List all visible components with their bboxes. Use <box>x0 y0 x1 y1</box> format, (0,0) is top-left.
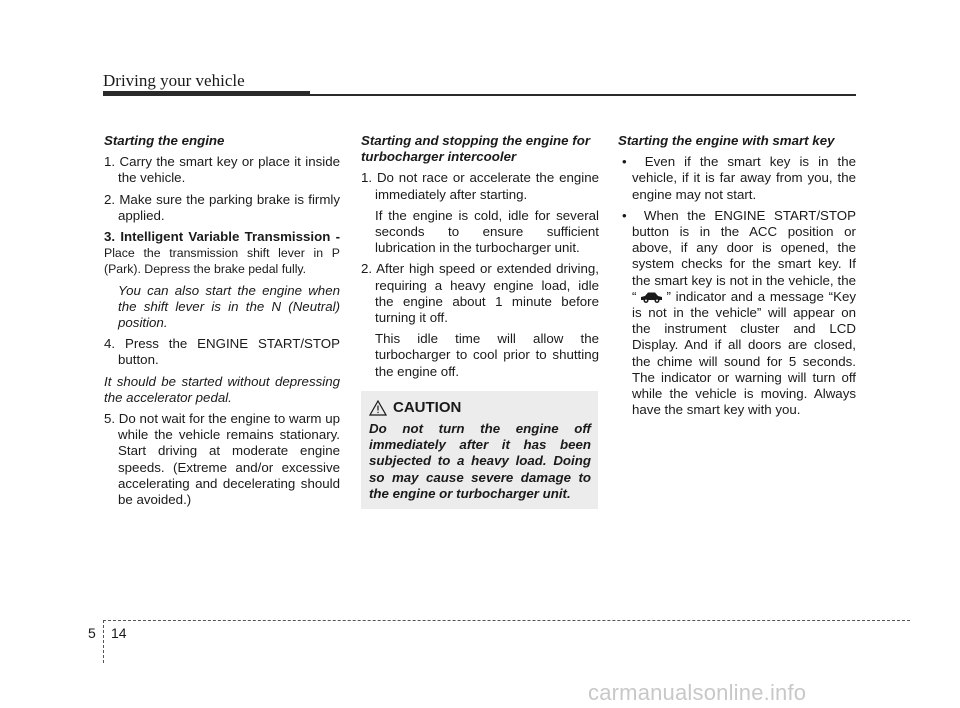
warning-triangle-icon <box>369 400 387 416</box>
heading-turbocharger: Starting and stopping the engine for turbocharger intercooler <box>361 133 590 165</box>
caution-text: Do not turn the engine off immediately after it has been subjected to a heavy load. Doing so may cause severe damage to the engine or turbocharger unit. <box>369 421 591 501</box>
bullet-smart-key-far: • Even if the smart key is in the vehicle, if it is far away from you, the engine may not start. <box>622 154 857 202</box>
turbo-step-1: 1. Do not race or accelerate the engine immediately after starting. <box>361 170 599 202</box>
step-5: 5. Do not wait for the engine to warm up while the vehicle remains stationary. Start driving at moderate engine speeds. (Extreme and/or excessive accelerating and decelerating should be avoided.) <box>104 411 340 508</box>
section-title: Driving your vehicle <box>103 71 245 90</box>
footer-dashed-rule <box>103 620 910 621</box>
heading-smart-key: Starting the engine with smart key <box>618 133 835 148</box>
turbo-step-2-para: This idle time will allow the turbocharger to cool prior to shutting the engine off. <box>375 331 599 379</box>
header-rule-thin <box>310 94 856 96</box>
header-rule-thick <box>103 91 310 96</box>
caution-title: CAUTION <box>393 399 462 416</box>
bullet-1-text: Even if the smart key is in the vehicle, if it is far away from you, the engine may not start. <box>632 154 857 202</box>
bullet-2-text-b: ” indicator and a message “Key is not in the vehicle” will appear on the instrument cluster and LCD Display. And if all doors are closed, the chime will sound for 5 seconds. The indicator or warning will turn off while the vehicle is moving. Always have the smart key with you. <box>632 288 856 418</box>
step-1: 1. Carry the smart key or place it inside the vehicle. <box>104 154 340 186</box>
step-4: 4. Press the ENGINE START/STOP button. <box>104 336 340 368</box>
column-smart-key <box>618 133 856 423</box>
step-3 <box>104 229 340 278</box>
turbo-step-2: 2. After high speed or extended driving, requiring a heavy engine load, idle the engine about 1 minute before turning it off. <box>361 261 599 326</box>
bullet-door-opened: • When the ENGINE START/STOP button is in the ACC position or above, if any door is opened, the system checks for the smart key. If the smart key is not in the vehicle, the “ ” indicator and a message “Key is not in the vehicle” will appear on the instrument cluster and LCD Display. And if all doors are closed, the chime will sound for 5 seconds. The indicator or warning will turn off while the vehicle is moving. Always have the smart key with you. <box>622 207 856 418</box>
turbo-step-1-para: If the engine is cold, idle for several seconds to ensure sufficient lubrication in the turbocharger unit. <box>375 207 599 256</box>
step-3-text: Place the transmission shift lever in P (Park). Depress the brake pedal fully. <box>104 246 340 277</box>
step-2: 2. Make sure the parking brake is firmly applied. <box>104 191 340 223</box>
step-3-note: You can also start the engine when the shift lever is in the N (Neutral) position. <box>118 282 340 331</box>
caution-header <box>369 399 461 416</box>
page-number: 14 <box>111 625 127 641</box>
footer-dashed-divider <box>103 620 104 663</box>
chapter-number: 5 <box>88 625 96 641</box>
heading-starting-engine: Starting the engine <box>104 133 225 148</box>
bullet-2-text-a: When the ENGINE START/STOP button is in the ACC position or above, if any door is opened, the system checks for the smart key. If the smart key is not in the vehicle, the “ <box>632 207 856 304</box>
step-3-title: 3. Intelligent Variable Transmission - <box>104 229 340 245</box>
column-turbocharger <box>361 133 599 385</box>
car-key-indicator-icon <box>638 290 664 304</box>
depress-note: It should be started without depressing the accelerator pedal. <box>104 373 340 405</box>
caution-box <box>361 391 598 509</box>
watermark: carmanualsonline.info <box>588 680 807 705</box>
column-starting-engine <box>104 133 340 513</box>
